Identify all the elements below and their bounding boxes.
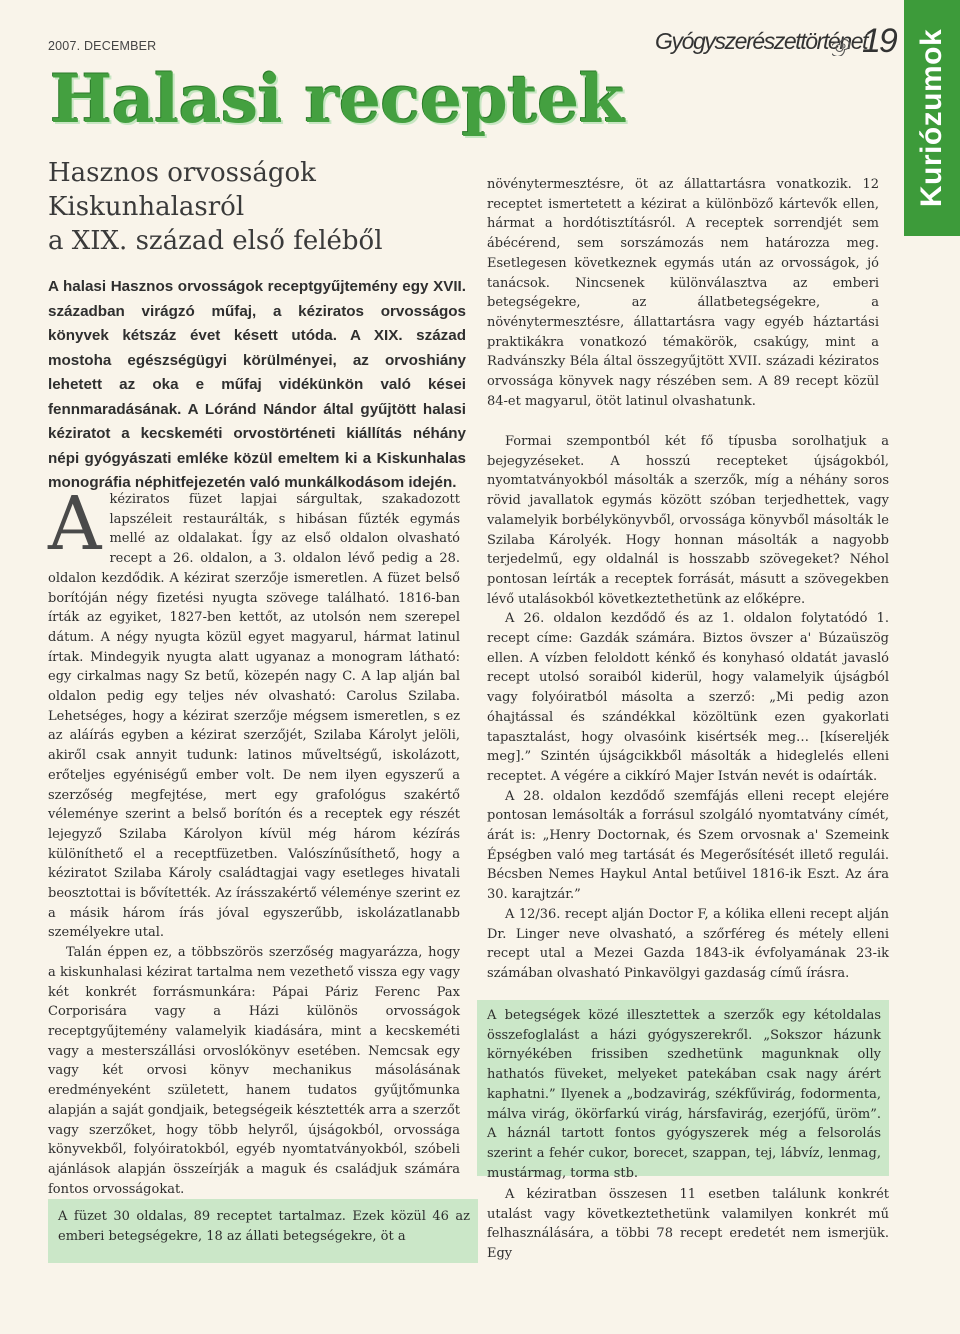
subtitle-line: a XIX. század első feléből xyxy=(48,226,383,256)
info-box-home-remedies xyxy=(477,1000,889,1181)
column-1 xyxy=(48,481,460,1199)
paragraph: A kéziratban összesen 11 esetben találunk konkrét utalást vagy következtethetünk valamilyen konkrét mű felhasználására, a többi 78 recept eredetét nem ismerjük. Egy xyxy=(487,1187,889,1262)
paragraph: A 28. oldalon kezdődő szemfájás elleni recept elejére pontosan lemásolták a forrásul szolgáló nyomtatvány címét, árát is: „Henry Doctornak, és Szem orvosnak a' Szemeink Épségben való meg tartását és Megerősítését illető regulái. Bécsben Nemes Haykul Antal betűivel 1816-ik Eszt. Az ára 30. karajtzár.” xyxy=(487,788,889,903)
subtitle-line: Hasznos orvosságok xyxy=(48,158,316,188)
lead-paragraph: A halasi Hasznos orvosságok receptgyűjtemény egy XVII. században virágzó műfaj, a kéziratos orvosságos könyvek kétszáz évet késett utóda. A XIX. század mostoha egészségügyi körülményei, az orvoshiány lehetett az oka e műfaj vidékünkön való kései fennmaradásának. A Lóránd Nándor által gyűjtött halasi kéziratot a kecskeméti orvostörténeti kiállítás néhány népi gyógyászati emléke közül emeltem ki a Kiskunhalas monográfia néphitfejezetén való munkálkodásom idején. xyxy=(48,278,466,491)
paragraph: növénytermesztésre, öt az állattartásra vonatkozik. 12 receptet ismertetett a kézirat a különböző kártevők ellen, hármat a hordótisztításról. A receptek sorrendjét sem ábécérend, sem sorszámozás nem határozza meg. Esetlegesen következnek egymás után az orvosságok, jó tanácsok. Nincsenek különválasztva az emberi betegségekre, az állatbetegségekre, a növénytermesztésre, állattartásra vagy egyéb háztartási praktikákra vonatkozó témakörök, csakúgy, mint a Radvánszky Béla által összegyűjtött XVII. századi kéziratos orvossága könyvek nagy részében sem. A 89 recept közül 84-et magyarul, ötöt latinul olvashatunk. xyxy=(487,177,879,409)
spiral-icon xyxy=(832,36,852,56)
column-2-middle xyxy=(487,432,889,984)
column-2-top xyxy=(487,175,879,411)
box-text: A füzet 30 oldalas, 89 receptet tartalmaz. Ezek közül 46 az emberi betegségekre, 18 az állati betegségekre, öt a xyxy=(58,1209,470,1244)
subtitle-line: Kiskunhalasról xyxy=(48,192,245,222)
article-subtitle xyxy=(48,156,468,258)
article-title: Halasi receptek xyxy=(50,60,624,138)
box-text: A betegségek közé illesztettek a szerzők egy kétoldalas összefoglalást a házi gyógyszerekről. „Sokszor házunk környékében frissiben szedhetünk magunknak olly hathatós füveket, melyeket patekában csak nagy árért kaphatni.” Ilyenek a „bodzavirág, székfűvirág, fodormenta, málva virág, ökörfarkú virág, hársfavirág, ezerjófű, üröm”. A háznál tartott fontos gyógyszerek még a felsorolás szerint a fehér cukor, borecet, szappan, tej, lábvíz, lenmag, mustármag, torma stb. xyxy=(487,1008,881,1181)
drop-cap: A xyxy=(48,481,102,567)
page-number: 19 xyxy=(862,22,896,60)
paragraph-text: kéziratos füzet lapjai sárgultak, szakadozott lapszéleit restaurálták, s hibásan fűzték egymás mellé az oldalakat. Így az első oldalon olvasható recept a 26. oldalon, a 3. oldalon lévő pedig a 28. oldalon kezdődik. A kézirat szerzője ismeretlen. A füzet belső borítóján négy fizetési nyugta szövege található. 1816-ban írták az egyiket, 1827-ben kettőt, az utolsón nem szerepel dátum. A négy nyugta közül egyet magyarul, hármat latinul írtak. Mindegyik nyugta alatt ugyanaz a monogram látható: egy cirkalmas nagy Sz betű, közepén nagy C. A lap alján bal oldalon pedig egy teljes név olvasható: Carolus Szilaba. Lehetséges, hogy a kézirat szerzője mégsem ismeretlen, s ez az aláírás egyben a kézirat szerzőjét, Szilaba Károlyt jelöli, akiről csak annyit tudunk: latinos műveltségű, iskolázott, erőteljes egyéniségű ember volt. De nem ilyen egyszerű a szerzőség megfejtése, mert egy grafológus szakértő véleménye szerint a belső borítón és a receptek egy részét lejegyző Szilaba Károlyon kívül még három kézírás különíthető el a receptfüzetben. Valószínűsíthető, hogy a kéziratot Szilaba Károly családtagjai vagy esetleges hivatali beosztottai is bővítették. Az írásszakértő véleménye szerint ez a másik három írás jóval egyszerűbb, iskolázatlanabb személyekre utal. xyxy=(48,492,460,941)
header-section: Gyógyszerészettörténet xyxy=(655,28,868,54)
side-tab-label: Kuriózumok xyxy=(915,28,948,208)
paragraph: Talán éppen ez, a többszörös szerzőség magyarázza, hogy a kiskunhalasi kézirat tartalma nem vezethető vissza egy vagy két konkrét forrásmunkára: Pápai Páriz Ferenc Pax Corporisára vagy a Házi különös orvosságok receptgyűjtemény valamelyik kiadására, mint a kecskeméti vagy a mesterszállási orvoslókönyv esetében. Nemcsak egy vagy két orvosi könyv mechanikus másolásának eredményeként született, hanem tudatos gyűjtőmunka alapján a saját gondjaik, betegségeik késztették arra a szerzőt vagy szerzőket, hogy több helyről, újságokból, orvossága könyvekből, folyóiratokból, egyéb nyomtatványokból, szóbeli ajánlások alapján összeírják a maguk és családjuk számára fontos orvosságokat. xyxy=(48,945,460,1197)
paragraph xyxy=(48,481,460,943)
header-date: 2007. DECEMBER xyxy=(48,39,157,53)
paragraph: Formai szempontból két fő típusba sorolhatjuk a bejegyzéseket. A hosszú recepteket újságokból, nyomtatványokból másolták a szerzők, míg a néhány soros rövid javallatok egymás között szóban terjedhettek, vagy valamelyik borbélykönyvből, orvossága könyvből másolták le Szilaba Károlyék. Hogy honnan másolták a nagyobb terjedelmű, egy oldalnál is hosszabb szövegeket? Néhol pontosan leírták a receptek forrását, másutt a szövegekben lévő utalásokból következtethetünk az előképre. xyxy=(487,434,889,607)
info-box-pages xyxy=(48,1199,478,1263)
side-tab xyxy=(904,0,960,236)
column-2-bottom xyxy=(487,1185,889,1264)
paragraph: A 12/36. recept alján Doctor F, a kólika elleni recept alján Dr. Linger neve olvasható, a szőrféreg és métely elleni recept utal a Mezei Gazda 1843-ik évfolyamának 23-ik számában olvasható Pinkavölgyi gazdaság című írásra. xyxy=(487,906,889,981)
paragraph: A 26. oldalon kezdődő és az 1. oldalon folytatódó 1. recept címe: Gazdák számára. Biztos övszer a' Búzaüszög ellen. A vízben feloldott kénkő és konyhasó oldatát javasló recept utolsó soraiból kiderül, hogy valamelyik újságból vagy folyóiratból másolta a szerző: „Mi pedig azon óhajtással és szándékkal közöltünk ezen gyakorlati tapasztalást, hogy olvasóink kisértsék meg… [kísereljék meg].” Szintén újságcikkből másolták a hideglelés elleni receptet. A végére a cikkíró Majer István nevét is odaírták. xyxy=(487,611,889,784)
